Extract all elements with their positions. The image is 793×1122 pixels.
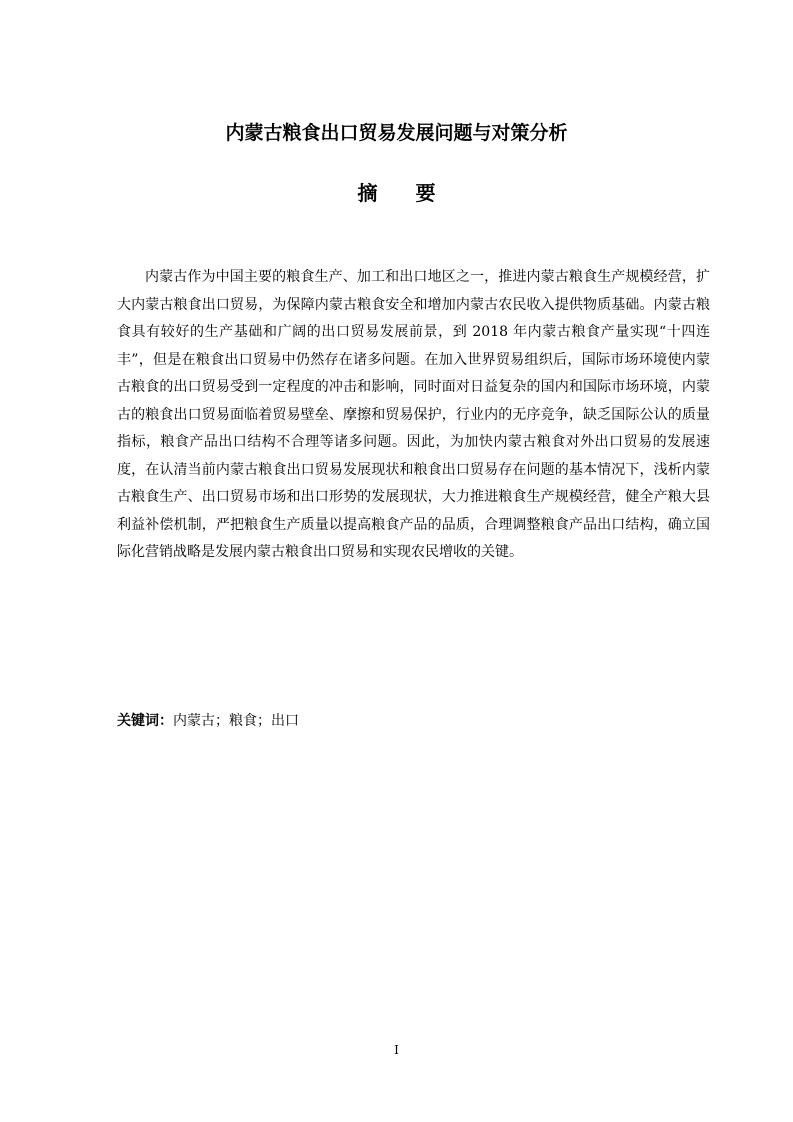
page-number: I (394, 1043, 399, 1057)
abstract-heading: 摘要 (357, 181, 474, 205)
keywords-line (117, 708, 710, 734)
abstract-paragraph: 内蒙古作为中国主要的粮食生产、加工和出口地区之一，推进内蒙古粮食生产规模经营，扩大内蒙古粮食出口贸易，为保障内蒙古粮食安全和增加内蒙古农民收入提供物质基础。内蒙古粮食具有较好的生产基础和广阔的出口贸易发展前景，到 2018 年内蒙古粮食产量实现“十四连丰”，但是在粮食出口贸易中仍然存在诸多问题。在加入世界贸易组织后，国际市场环境使内蒙古粮食的出口贸易受到一定程度的冲击和影响，同时面对日益复杂的国内和国际市场环境，内蒙古的粮食出口贸易面临着贸易壁垒、摩擦和贸易保护，行业内的无序竞争，缺乏国际公认的质量指标，粮食产品出口结构不合理等诸多问题。因此，为加快内蒙古粮食对外出口贸易的发展速度，在认清当前内蒙古粮食出口贸易发展现状和粮食出口贸易存在问题的基本情况下，浅析内蒙古粮食生产、出口贸易市场和出口形势的发展现状，大力推进粮食生产规模经营，健全产粮大县利益补偿机制，严把粮食生产质量以提高粮食产品的品质，合理调整粮食产品出口结构，确立国际化营销战略是发展内蒙古粮食出口贸易和实现农民增收的关键。 (117, 269, 710, 560)
keywords-label: 关键词： (117, 713, 173, 729)
document-title: 内蒙古粮食出口贸易发展问题与对策分析 (225, 122, 568, 144)
keywords-value: 内蒙古；粮食；出口 (173, 713, 299, 729)
